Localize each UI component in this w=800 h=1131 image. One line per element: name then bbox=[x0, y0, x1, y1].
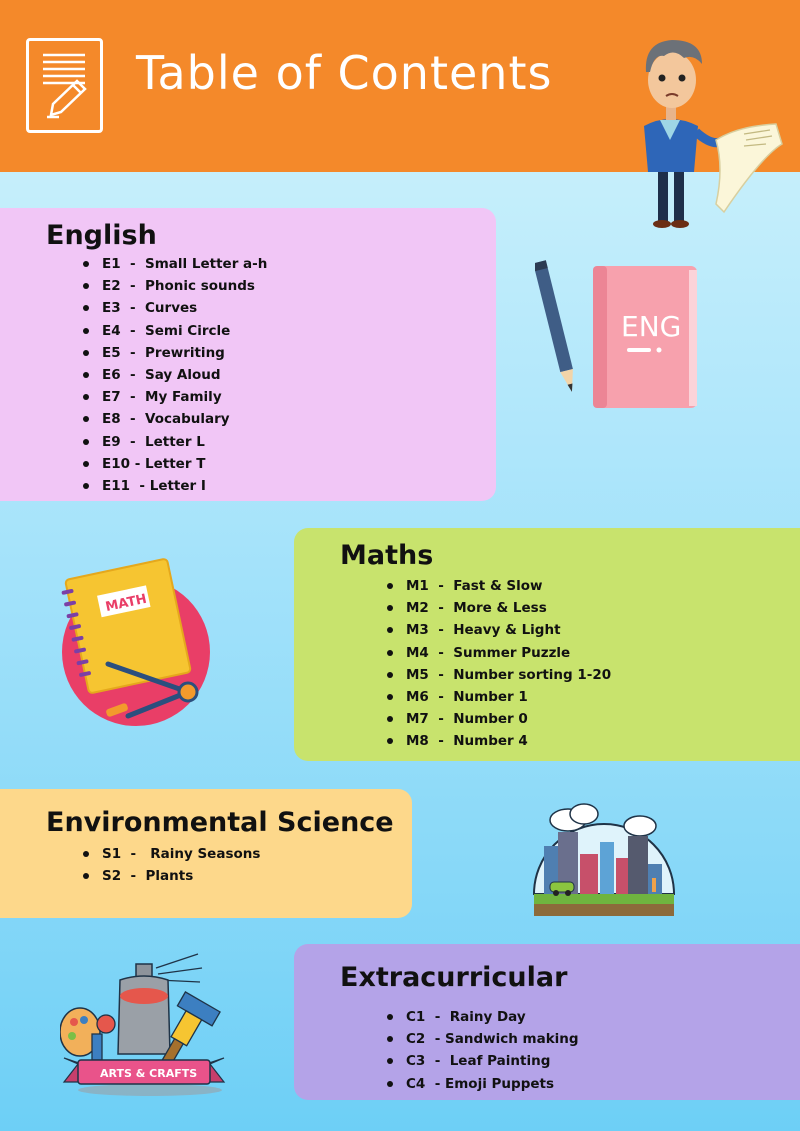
bullet-icon bbox=[83, 328, 89, 334]
bullet-icon bbox=[83, 439, 89, 445]
english-section bbox=[0, 208, 496, 501]
list-item: M5 - Number sorting 1-20 bbox=[406, 664, 611, 686]
evs-list bbox=[102, 843, 260, 887]
bullet-icon bbox=[83, 372, 89, 378]
maths-heading: Maths bbox=[340, 540, 434, 571]
bullet-icon bbox=[83, 350, 89, 356]
book-label: ENG bbox=[621, 310, 682, 343]
bullet-icon bbox=[83, 416, 89, 422]
list-item: E7 - My Family bbox=[102, 386, 267, 408]
english-heading: English bbox=[46, 220, 157, 251]
bullet-icon bbox=[387, 1058, 393, 1064]
math-label: MATH bbox=[104, 591, 149, 616]
bullet-icon bbox=[83, 483, 89, 489]
list-item: E6 - Say Aloud bbox=[102, 364, 267, 386]
list-item: E10 - Letter T bbox=[102, 453, 267, 475]
bullet-icon bbox=[387, 650, 393, 656]
arts-label: ARTS & CRAFTS bbox=[100, 1067, 198, 1080]
arts-and-crafts-illustration bbox=[60, 950, 230, 1100]
list-item: C2 - Sandwich making bbox=[406, 1028, 579, 1050]
maths-section bbox=[294, 528, 800, 761]
extracurricular-section bbox=[294, 944, 800, 1100]
bullet-icon bbox=[387, 1036, 393, 1042]
list-item: M3 - Heavy & Light bbox=[406, 619, 611, 641]
list-item: M1 - Fast & Slow bbox=[406, 575, 611, 597]
document-edit-icon bbox=[26, 38, 103, 133]
list-item: E4 - Semi Circle bbox=[102, 320, 267, 342]
list-item: S1 - Rainy Seasons bbox=[102, 843, 260, 865]
list-item: E1 - Small Letter a-h bbox=[102, 253, 267, 275]
page-title: Table of Contents bbox=[136, 46, 553, 100]
bullet-icon bbox=[387, 1081, 393, 1087]
bullet-icon bbox=[387, 672, 393, 678]
bullet-icon bbox=[387, 716, 393, 722]
math-notebook-compass-illustration bbox=[48, 556, 228, 728]
list-item: C3 - Leaf Painting bbox=[406, 1050, 579, 1072]
list-item: C4 - Emoji Puppets bbox=[406, 1073, 579, 1095]
bullet-icon bbox=[83, 851, 89, 857]
list-item: E2 - Phonic sounds bbox=[102, 275, 267, 297]
environmental-science-section bbox=[0, 789, 412, 918]
city-globe-illustration bbox=[528, 782, 680, 922]
bullet-icon bbox=[387, 627, 393, 633]
bullet-icon bbox=[387, 738, 393, 744]
list-item: E5 - Prewriting bbox=[102, 342, 267, 364]
header-banner bbox=[0, 0, 800, 172]
bullet-icon bbox=[83, 261, 89, 267]
maths-list bbox=[406, 575, 611, 753]
list-item: E3 - Curves bbox=[102, 297, 267, 319]
english-list bbox=[102, 253, 267, 497]
bullet-icon bbox=[83, 305, 89, 311]
list-item: E9 - Letter L bbox=[102, 431, 267, 453]
list-item: C1 - Rainy Day bbox=[406, 1006, 579, 1028]
list-item: M6 - Number 1 bbox=[406, 686, 611, 708]
bullet-icon bbox=[387, 583, 393, 589]
bullet-icon bbox=[387, 1014, 393, 1020]
list-item: M2 - More & Less bbox=[406, 597, 611, 619]
bullet-icon bbox=[83, 394, 89, 400]
extracurricular-list bbox=[406, 1006, 579, 1095]
list-item: E8 - Vocabulary bbox=[102, 408, 267, 430]
list-item: S2 - Plants bbox=[102, 865, 260, 887]
list-item: E11 - Letter I bbox=[102, 475, 267, 497]
bullet-icon bbox=[387, 694, 393, 700]
extracurricular-heading: Extracurricular bbox=[340, 962, 568, 993]
list-item: M4 - Summer Puzzle bbox=[406, 642, 611, 664]
bullet-icon bbox=[83, 461, 89, 467]
eng-book-pencil-illustration bbox=[535, 256, 705, 412]
list-item: M7 - Number 0 bbox=[406, 708, 611, 730]
list-item: M8 - Number 4 bbox=[406, 730, 611, 752]
bullet-icon bbox=[83, 873, 89, 879]
bullet-icon bbox=[387, 605, 393, 611]
evs-heading: Environmental Science bbox=[46, 807, 394, 838]
teacher-reading-illustration bbox=[620, 28, 790, 230]
bullet-icon bbox=[83, 283, 89, 289]
